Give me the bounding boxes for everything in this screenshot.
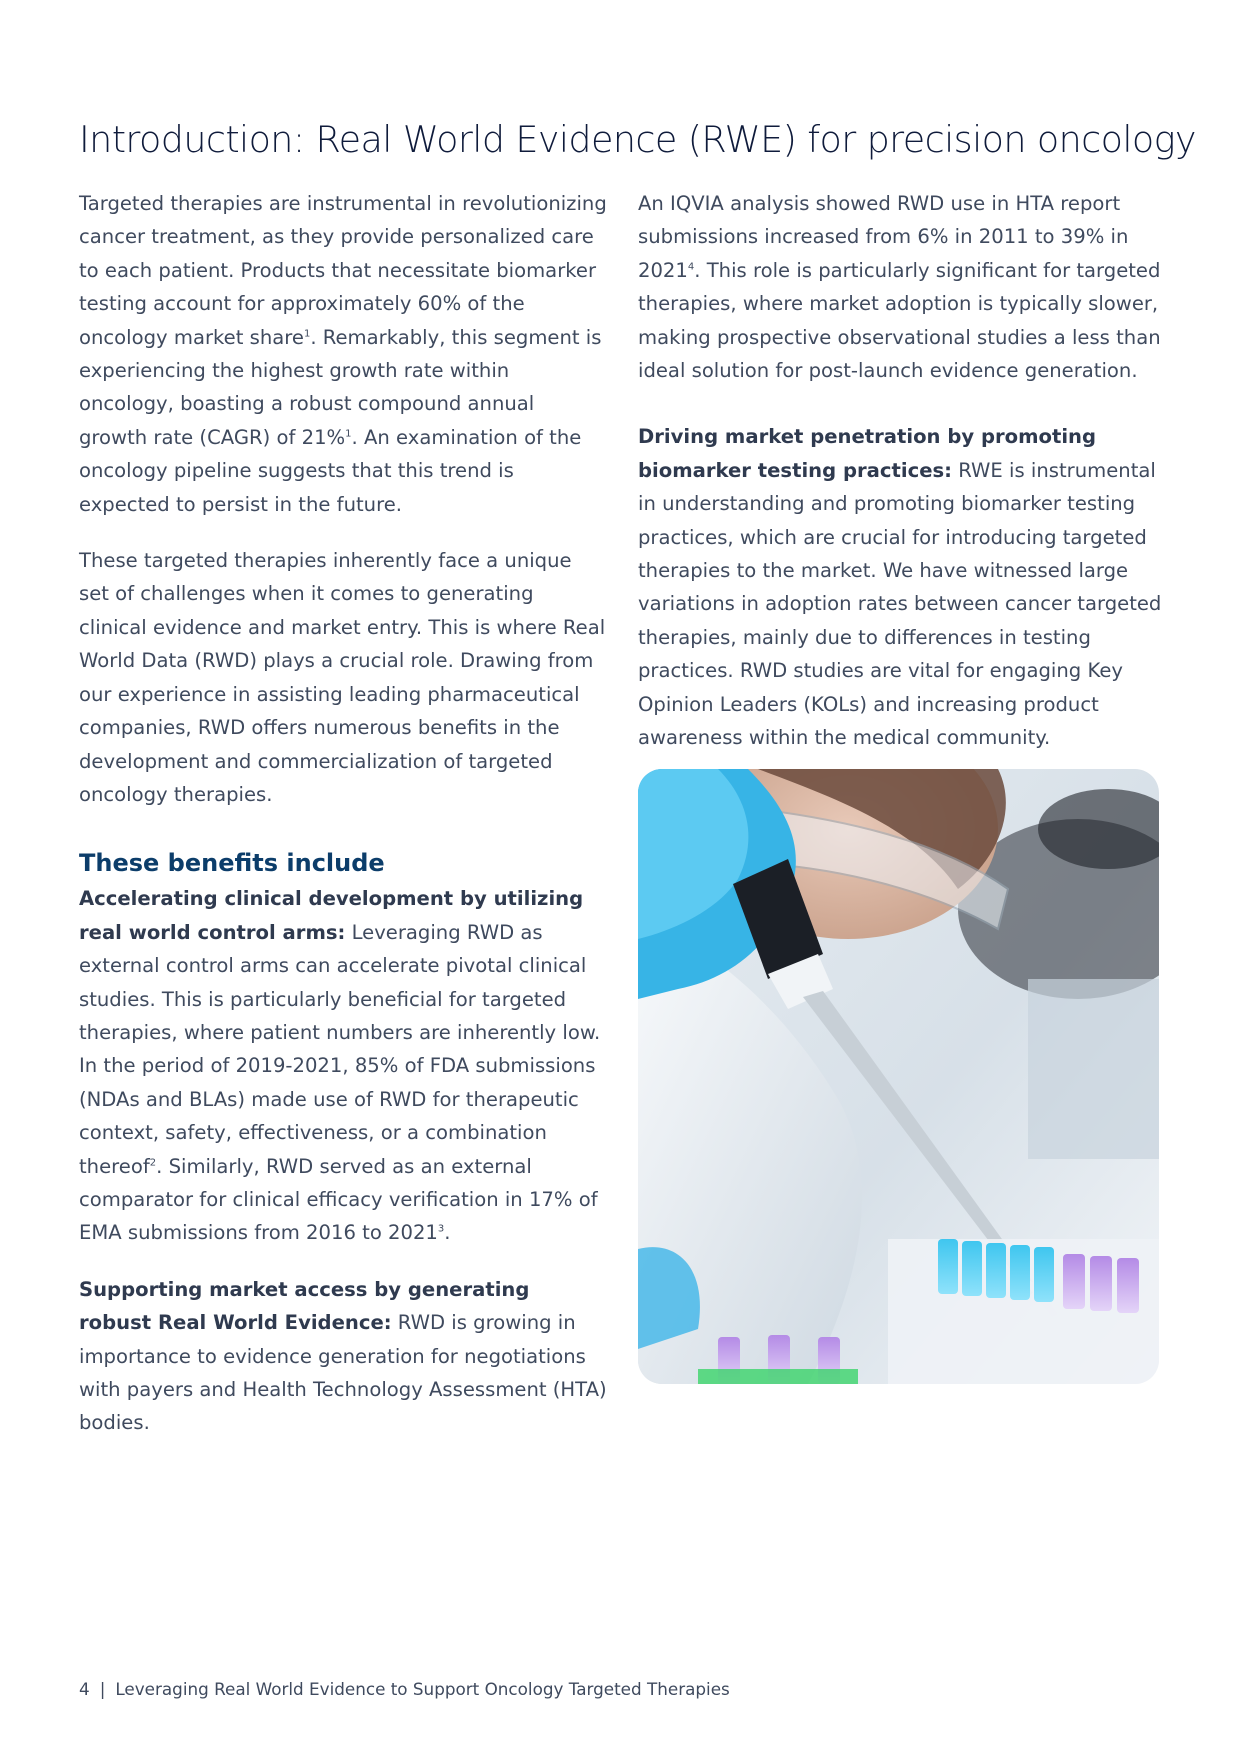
benefit-clinical-development: Accelerating clinical development by utilizing real world control arms: Leveraging RWD as external control arms can accelerate pivotal clinical studies. This is particularly beneficial for targeted therapies, where patient numbers are inherently low. In the period of 2019-2021, 85% of FDA submissions (NDAs and BLAs) made use of RWD for therapeutic context, safety, effectiveness, or a combination thereof$^2$. Similarly, RWD served as an external comparator for clinical efficacy verification in 17% of EMA submissions from 2016 to 2021$^3$.: [79, 887, 601, 1245]
iqvia-paragraph: An IQVIA analysis showed RWD use in HTA report submissions increased from 6% in 2011 to 39% in 2021$^4$. This role is particularly significant for targeted therapies, where market adoption is typically slower, making prospective observational studies a less than ideal solution for post-launch evidence generation.: [638, 192, 1161, 383]
benefit-lead: Supporting market access by generating robust Real World Evidence:: [79, 1277, 530, 1335]
benefit-lead: Accelerating clinical development by utilizing real world control arms:: [79, 887, 584, 944]
page-title: Introduction: Real World Evidence (RWE) for precision oncology: [79, 118, 1196, 161]
challenges-paragraph: These targeted therapies inherently face a unique set of challenges when it comes to generating clinical evidence and market entry. This is where Real World Data (RWD) plays a crucial role. Drawing from our experience in assisting leading pharmaceutical companies, RWD offers numerous benefits in the development and commercialization of targeted oncology therapies.: [79, 549, 606, 806]
benefit-market-access: Supporting market access by generating robust Real World Evidence: RWD is growing in importance to evidence generation for negotiations with payers and Health Technology Assessment (HTA) bodies.: [79, 1277, 607, 1435]
right-column: [638, 187, 1166, 778]
document-title: Leveraging Real World Evidence to Support Oncology Targeted Therapies: [115, 1679, 730, 1699]
footer-separator: |: [99, 1679, 106, 1699]
benefit-lead: Driving market penetration by promoting biomarker testing practices:: [638, 425, 1097, 482]
page-footer: [79, 1678, 730, 1700]
page-number: 4: [79, 1679, 90, 1699]
left-column: [79, 187, 607, 1463]
benefits-heading: These benefits include: [79, 849, 385, 878]
intro-paragraph: Targeted therapies are instrumental in revolutionizing cancer treatment, as they provide personalized care to each patient. Products that necessitate biomarker testing account for approximately 60% of the oncology market share$^1$. Remarkably, this segment is experiencing the highest growth rate within oncology, boasting a robust compound annual growth rate (CAGR) of 21%$^1$. An examination of the oncology pipeline suggests that this trend is expected to persist in the future.: [79, 192, 607, 516]
lab-scientist-pipette-photo: [638, 769, 1159, 1384]
benefit-market-penetration: Driving market penetration by promoting biomarker testing practices: RWE is instrumental in understanding and promoting biomarker testing practices, which are crucial for introducing targeted therapies to the market. We have witnessed large variations in adoption rates between cancer targeted therapies, mainly due to differences in testing practices. RWD studies are vital for engaging Key Opinion Leaders (KOLs) and increasing product awareness within the medical community.: [638, 425, 1162, 750]
